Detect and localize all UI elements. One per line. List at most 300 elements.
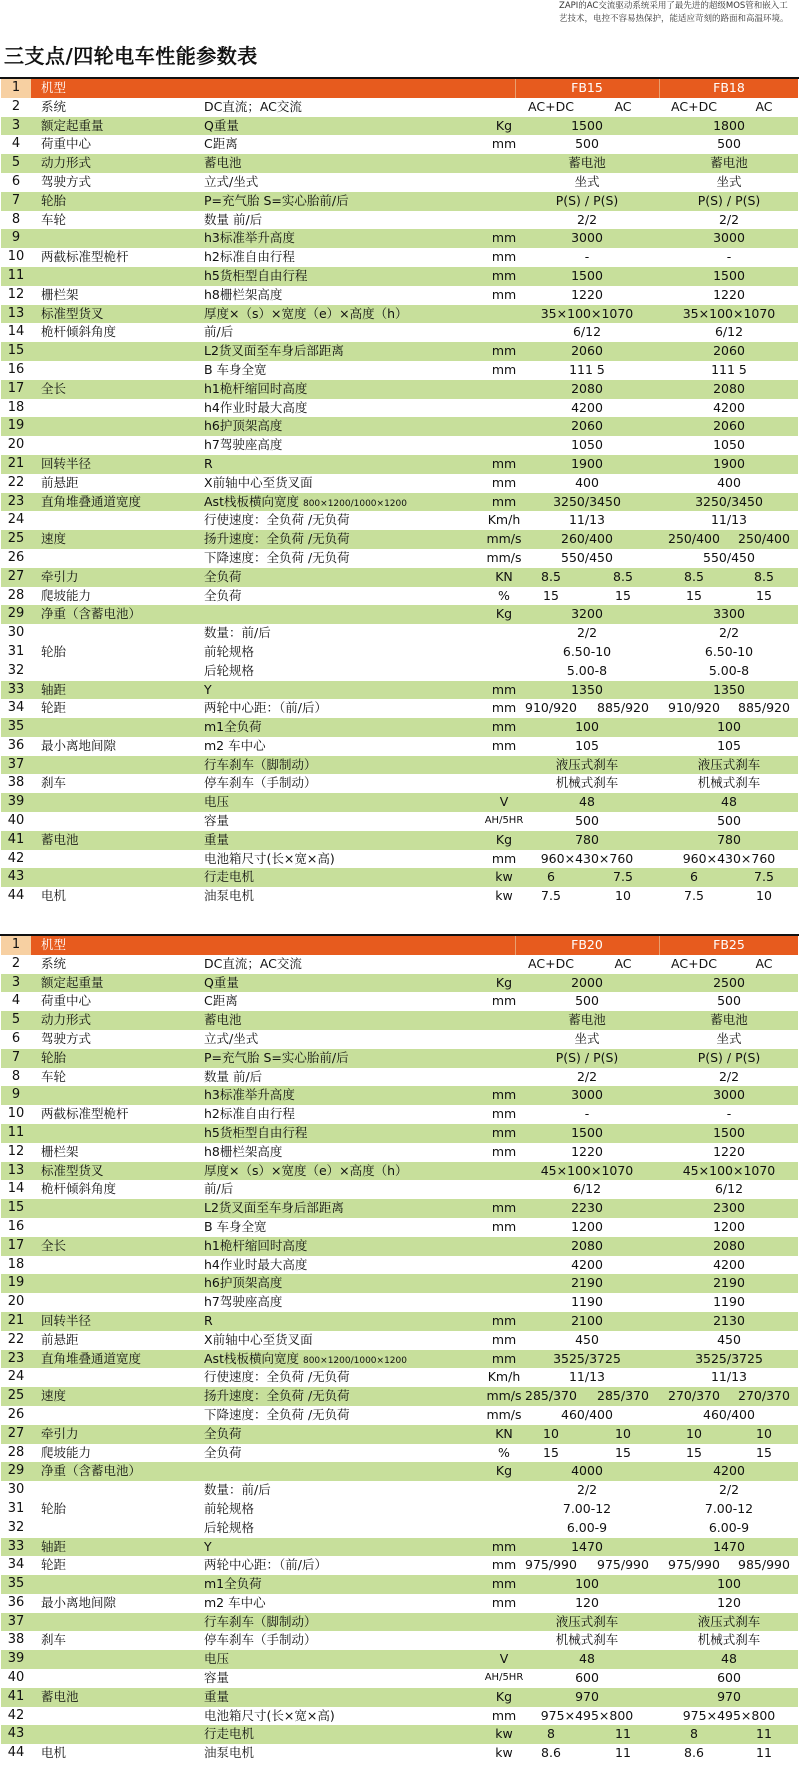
value-a: 500	[575, 993, 599, 1009]
row-unit: KN	[495, 1425, 513, 1441]
row-item: 前/后	[204, 324, 234, 340]
row-item: 容量	[204, 1670, 230, 1686]
value-a: 3525/3725	[553, 1350, 621, 1366]
value-a1: 8.6	[541, 1745, 561, 1761]
row-item: DC直流；AC交流	[204, 98, 302, 114]
row-category: 轮胎	[41, 1049, 67, 1065]
value-b: 3525/3725	[695, 1350, 763, 1366]
value-a: 6/12	[572, 1181, 602, 1197]
row-unit: mm	[491, 249, 517, 265]
row-category: 标准型货叉	[41, 1162, 104, 1178]
value-a: 450	[575, 1331, 599, 1347]
value-a: 2/2	[576, 1068, 598, 1084]
row-item: 行车刹车（脚制动）	[204, 756, 317, 772]
table-row	[1, 154, 798, 173]
row-item	[204, 493, 407, 514]
row-category: 爬坡能力	[41, 587, 92, 603]
table-header-row	[1, 936, 798, 955]
row-category: 最小离地间隙	[41, 1594, 117, 1610]
value-a1: 285/370	[525, 1388, 577, 1404]
table-row	[1, 323, 798, 342]
row-category: 轮胎	[41, 192, 67, 208]
value-b2: 11	[756, 1745, 772, 1761]
row-number: 20	[1, 436, 31, 455]
row-number: 29	[1, 1462, 31, 1481]
table-row	[1, 286, 798, 305]
row-number: 23	[1, 1350, 31, 1369]
row-category: 刹车	[41, 1632, 67, 1648]
table-row	[1, 756, 798, 775]
row-item: 行车刹车（脚制动）	[204, 1613, 317, 1629]
table-row	[1, 1331, 798, 1350]
table-row	[1, 1425, 798, 1444]
value-a: 2060	[571, 343, 603, 359]
row-number: 3	[1, 974, 31, 993]
row-number: 24	[1, 1368, 31, 1387]
value-a1: 8	[547, 1726, 555, 1742]
row-number: 13	[1, 1162, 31, 1181]
value-a: 1470	[571, 1538, 603, 1554]
row-category: 驾驶方式	[41, 173, 92, 189]
table-row	[1, 643, 798, 662]
row-number: 16	[1, 361, 31, 380]
value-a1: AC+DC	[528, 955, 574, 971]
row-number: 21	[1, 1312, 31, 1331]
value-b: 3000	[713, 1087, 745, 1103]
table-row	[1, 812, 798, 831]
row-item: 全负荷	[204, 568, 242, 584]
value-b1: 250/400	[668, 531, 720, 547]
row-item: h4作业时最大高度	[204, 399, 308, 415]
table-row	[1, 1669, 798, 1688]
table-row	[1, 135, 798, 154]
row-unit: mm	[491, 1312, 517, 1328]
row-item: 数量 前/后	[204, 1068, 263, 1084]
row-item: 厚度×（s）×宽度（e）×高度（h）	[204, 1162, 408, 1178]
row-number: 1	[1, 936, 31, 955]
row-number: 38	[1, 1631, 31, 1650]
value-a: 500	[575, 813, 599, 829]
value-a: 600	[575, 1670, 599, 1686]
row-unit: mm	[491, 474, 517, 490]
value-a: 7.00-12	[562, 1500, 612, 1516]
row-unit: mm	[491, 1576, 517, 1592]
row-number: 40	[1, 812, 31, 831]
value-b: 3300	[713, 606, 745, 622]
table-row	[1, 493, 798, 512]
value-a: 48	[579, 1651, 595, 1667]
row-number: 8	[1, 211, 31, 230]
table-row	[1, 248, 798, 267]
row-number: 14	[1, 323, 31, 342]
row-number: 1	[1, 79, 31, 98]
table-row	[1, 831, 798, 850]
row-number: 30	[1, 1481, 31, 1500]
row-number: 10	[1, 1105, 31, 1124]
header-column-divider	[659, 936, 660, 955]
value-b2: 885/920	[738, 700, 790, 716]
header-column-divider	[515, 79, 516, 98]
table-row	[1, 568, 798, 587]
value-b1: 7.5	[684, 888, 704, 904]
row-category: 最小离地间隙	[41, 737, 117, 753]
value-a: 6/12	[572, 324, 602, 340]
value-b: 2500	[713, 974, 745, 990]
value-b: -	[726, 249, 732, 265]
row-number: 39	[1, 1650, 31, 1669]
row-unit: mm/s	[486, 549, 522, 565]
value-b2: 11	[756, 1726, 772, 1742]
value-a: 2100	[571, 1312, 603, 1328]
row-item: 电压	[204, 794, 230, 810]
value-a2: 11	[615, 1726, 631, 1742]
row-category: 荷重中心	[41, 136, 92, 152]
row-unit: V	[499, 794, 509, 810]
row-unit: mm	[491, 1350, 517, 1366]
row-item: R	[204, 455, 213, 471]
value-a1: 6	[547, 869, 555, 885]
table-row	[1, 1707, 798, 1726]
value-a2: 285/370	[597, 1388, 649, 1404]
table-row	[1, 1688, 798, 1707]
table-row	[1, 992, 798, 1011]
row-category: 牵引力	[41, 568, 79, 584]
row-category: 轴距	[41, 1538, 67, 1554]
row-number: 14	[1, 1180, 31, 1199]
row-unit: V	[499, 1651, 509, 1667]
row-number: 12	[1, 1143, 31, 1162]
row-category: 直角堆叠通道宽度	[41, 493, 142, 509]
value-a: 3000	[571, 230, 603, 246]
row-category: 刹车	[41, 775, 67, 791]
row-unit: mm	[491, 737, 517, 753]
value-a: 111 5	[569, 361, 605, 377]
row-number: 42	[1, 850, 31, 869]
value-b1: 975/990	[668, 1557, 720, 1573]
value-b: 1190	[713, 1294, 745, 1310]
row-unit: %	[498, 587, 510, 603]
row-unit: mm	[491, 1218, 517, 1234]
table-row	[1, 1613, 798, 1632]
row-item: h1桅杆缩回时高度	[204, 380, 308, 396]
value-b1: 8.5	[684, 568, 704, 584]
value-a: 11/13	[568, 1369, 606, 1385]
row-item: 后轮规格	[204, 1519, 255, 1535]
value-b: 11/13	[710, 1369, 748, 1385]
row-unit: Kg	[495, 1688, 513, 1704]
value-a: 3000	[571, 1087, 603, 1103]
table-row	[1, 1650, 798, 1669]
row-unit: mm/s	[486, 531, 522, 547]
value-b: 975×495×800	[682, 1707, 776, 1723]
value-b: 7.00-12	[704, 1500, 754, 1516]
row-item-note: 800×1200/1000×1200	[302, 1355, 407, 1366]
row-number: 15	[1, 1199, 31, 1218]
row-category: 机型	[41, 80, 67, 95]
value-a: 2190	[571, 1275, 603, 1291]
table-row	[1, 1105, 798, 1124]
row-item: 全负荷	[204, 587, 242, 603]
table-row	[1, 974, 798, 993]
row-number: 19	[1, 417, 31, 436]
value-b: 460/400	[703, 1406, 755, 1422]
row-number: 44	[1, 887, 31, 906]
row-item: m1全负荷	[204, 719, 262, 735]
row-unit: mm	[491, 1557, 517, 1573]
row-number: 27	[1, 568, 31, 587]
row-item: 两轮中心距：（前/后）	[204, 1557, 327, 1573]
row-unit: mm	[491, 1124, 517, 1140]
row-unit: mm	[491, 850, 517, 866]
row-number: 31	[1, 1500, 31, 1519]
table-row	[1, 1368, 798, 1387]
value-a: 坐式	[574, 173, 600, 189]
value-b: 6/12	[714, 1181, 744, 1197]
row-item: 蓄电池	[204, 1012, 242, 1028]
row-category: 驾驶方式	[41, 1030, 92, 1046]
row-unit: mm	[491, 993, 517, 1009]
table-row	[1, 1462, 798, 1481]
row-number: 17	[1, 1237, 31, 1256]
row-unit: mm	[491, 343, 517, 359]
table-row	[1, 718, 798, 737]
value-a: P(S) / P(S)	[555, 192, 619, 208]
row-number: 43	[1, 868, 31, 887]
spec-table-fb20-fb25	[1, 936, 798, 1763]
value-b: 550/450	[703, 549, 755, 565]
value-a: 960×430×760	[540, 850, 634, 866]
row-unit: mm	[491, 1538, 517, 1554]
row-item: 电池箱尺寸(长×宽×高)	[204, 850, 335, 866]
value-a1: 15	[543, 587, 559, 603]
value-b: 1900	[713, 455, 745, 471]
model-name: FB25	[713, 937, 745, 952]
value-b: 5.00-8	[708, 662, 750, 678]
table-row	[1, 793, 798, 812]
value-b2: 270/370	[738, 1388, 790, 1404]
model-name: FB18	[713, 80, 745, 95]
row-number: 9	[1, 229, 31, 248]
value-a: 45×100×1070	[540, 1162, 634, 1178]
value-b: 2/2	[718, 1068, 740, 1084]
row-number: 26	[1, 549, 31, 568]
header-column-divider	[659, 79, 660, 98]
row-item: 扬升速度：全负荷 /无负荷	[204, 1388, 350, 1404]
value-b: 960×430×760	[682, 850, 776, 866]
row-item: h8栅栏架高度	[204, 1143, 283, 1159]
row-unit: mm	[491, 681, 517, 697]
row-item: h3标准举升高度	[204, 1087, 295, 1103]
row-item: B 车身全宽	[204, 1218, 267, 1234]
row-item: Y	[204, 681, 212, 697]
value-b: 2300	[713, 1200, 745, 1216]
value-b2: 10	[756, 888, 772, 904]
table-row	[1, 1068, 798, 1087]
value-b: 1050	[713, 437, 745, 453]
row-category: 全长	[41, 380, 67, 396]
value-a: 48	[579, 794, 595, 810]
value-a: 2080	[571, 1237, 603, 1253]
table-row	[1, 455, 798, 474]
row-item: 两轮中心距：（前/后）	[204, 700, 327, 716]
value-a: 5.00-8	[566, 662, 608, 678]
row-unit: mm	[491, 493, 517, 509]
value-b: 500	[717, 136, 741, 152]
table-row	[1, 1124, 798, 1143]
value-a: 260/400	[561, 531, 613, 547]
row-item: Y	[204, 1538, 212, 1554]
row-category: 标准型货叉	[41, 305, 104, 321]
value-a1: 15	[543, 1444, 559, 1460]
value-a: 1190	[571, 1294, 603, 1310]
value-b: 1500	[713, 1124, 745, 1140]
row-item: L2货叉面至车身后部距离	[204, 343, 344, 359]
row-category: 轮胎	[41, 1500, 67, 1516]
row-item: 行走电机	[204, 1726, 255, 1742]
row-category: 前悬距	[41, 474, 79, 490]
value-b2: 10	[756, 1425, 772, 1441]
row-category: 电机	[41, 888, 67, 904]
value-a: 550/450	[561, 549, 613, 565]
row-number: 43	[1, 1725, 31, 1744]
row-number: 44	[1, 1744, 31, 1763]
row-item-label: Ast栈板横向宽度	[204, 1350, 299, 1366]
row-number: 31	[1, 643, 31, 662]
row-number: 32	[1, 1519, 31, 1538]
row-item: C距离	[204, 993, 238, 1009]
table-row	[1, 699, 798, 718]
row-category: 栅栏架	[41, 286, 79, 302]
row-unit: mm	[491, 1200, 517, 1216]
row-category: 车轮	[41, 1068, 67, 1084]
value-a: 100	[575, 719, 599, 735]
row-category: 动力形式	[41, 1012, 92, 1028]
table-row	[1, 1218, 798, 1237]
row-item: 立式/坐式	[204, 1030, 259, 1046]
row-unit: kw	[495, 1726, 513, 1742]
row-item: 行走电机	[204, 869, 255, 885]
table-row	[1, 955, 798, 974]
row-item: 油泵电机	[204, 1745, 255, 1761]
value-a: 2000	[571, 974, 603, 990]
value-a: 1220	[571, 286, 603, 302]
row-number: 25	[1, 1387, 31, 1406]
value-a: -	[584, 1106, 590, 1122]
value-a2: 15	[615, 1444, 631, 1460]
row-category: 回转半径	[41, 455, 92, 471]
table-row	[1, 587, 798, 606]
table-row	[1, 417, 798, 436]
value-a: 400	[575, 474, 599, 490]
row-category: 前悬距	[41, 1331, 79, 1347]
value-b: 1470	[713, 1538, 745, 1554]
row-item: h4作业时最大高度	[204, 1256, 308, 1272]
row-number: 26	[1, 1406, 31, 1425]
row-item: 数量：前/后	[204, 1482, 271, 1498]
row-number: 32	[1, 662, 31, 681]
row-number: 33	[1, 1538, 31, 1557]
table-row	[1, 1744, 798, 1763]
value-b: 6.00-9	[708, 1519, 750, 1535]
row-number: 6	[1, 1030, 31, 1049]
row-item: Q重量	[204, 117, 239, 133]
row-number: 18	[1, 1256, 31, 1275]
value-a: 液压式刹车	[555, 756, 619, 772]
value-b: 2060	[713, 418, 745, 434]
row-unit: mm	[491, 1106, 517, 1122]
row-item: m2 车中心	[204, 1594, 266, 1610]
row-item: 容量	[204, 813, 230, 829]
value-b: 4200	[713, 1256, 745, 1272]
row-category: 动力形式	[41, 155, 92, 171]
row-number: 8	[1, 1068, 31, 1087]
row-item: h8栅栏架高度	[204, 286, 283, 302]
value-a: 11/13	[568, 512, 606, 528]
row-unit: mm/s	[486, 1388, 522, 1404]
table-row	[1, 662, 798, 681]
row-unit: AH/5HR	[484, 1672, 524, 1684]
row-item: 行使速度：全负荷 /无负荷	[204, 512, 350, 528]
value-b: 100	[717, 719, 741, 735]
row-number: 41	[1, 1688, 31, 1707]
value-a: 6.00-9	[566, 1519, 608, 1535]
row-number: 19	[1, 1274, 31, 1293]
table-row	[1, 1030, 798, 1049]
table-row	[1, 1631, 798, 1650]
value-a: 4000	[571, 1463, 603, 1479]
row-item: h7驾驶座高度	[204, 437, 283, 453]
row-item: P=充气胎 S=实心胎前/后	[204, 192, 349, 208]
spec-table-fb15-fb18	[1, 79, 798, 906]
value-a: 蓄电池	[568, 155, 606, 171]
row-unit: Kg	[495, 606, 513, 622]
table-row	[1, 1312, 798, 1331]
table-row	[1, 305, 798, 324]
row-item: X前轴中心至货叉面	[204, 474, 313, 490]
row-category: 牵引力	[41, 1425, 79, 1441]
table-row	[1, 1274, 798, 1293]
row-number: 13	[1, 305, 31, 324]
value-b: 111 5	[711, 361, 747, 377]
row-category: 车轮	[41, 211, 67, 227]
row-unit: kw	[495, 888, 513, 904]
table-row	[1, 1237, 798, 1256]
value-b: 100	[717, 1576, 741, 1592]
table-row	[1, 1162, 798, 1181]
row-unit: mm	[491, 230, 517, 246]
row-item: 下降速度：全负荷 /无负荷	[204, 549, 350, 565]
value-b: 400	[717, 474, 741, 490]
row-item: DC直流；AC交流	[204, 955, 302, 971]
row-number: 2	[1, 98, 31, 117]
value-b: 2130	[713, 1312, 745, 1328]
row-item: 电池箱尺寸(长×宽×高)	[204, 1707, 335, 1723]
row-unit: mm	[491, 1143, 517, 1159]
table-row	[1, 1049, 798, 1068]
row-unit: Kg	[495, 831, 513, 847]
row-number: 35	[1, 718, 31, 737]
value-b: 1500	[713, 267, 745, 283]
row-item-label: Ast栈板横向宽度	[204, 493, 299, 509]
row-unit: mm/s	[486, 1406, 522, 1422]
row-item: h1桅杆缩回时高度	[204, 1237, 308, 1253]
value-b: 1200	[713, 1218, 745, 1234]
row-item: 停车刹车（手制动）	[204, 775, 317, 791]
row-category: 电机	[41, 1745, 67, 1761]
table-row	[1, 267, 798, 286]
row-category: 荷重中心	[41, 993, 92, 1009]
value-b2: 15	[756, 1444, 772, 1460]
